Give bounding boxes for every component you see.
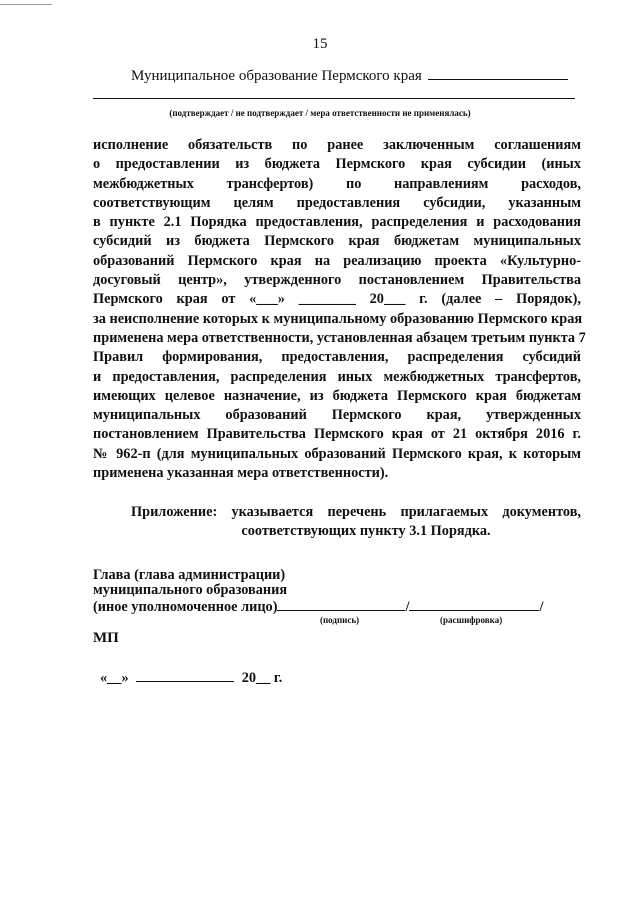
body-line: Пермского края от «___» ________ 20___ г. (далее – Порядок), (93, 291, 581, 308)
body-line: межбюджетных трансфертов) по направлениям расходов, (93, 175, 581, 192)
confirmation-note: (подтверждает / не подтверждает / мера ответственности не применялась) (169, 108, 471, 118)
body-paragraph (93, 136, 586, 483)
signature-slash-2: / (539, 599, 544, 615)
body-line: применена мера ответственности, установленная абзацем третьим пункта 7 (93, 329, 586, 346)
signature-title-line-2: муниципального образования (93, 582, 288, 598)
date-month-blank (136, 669, 234, 682)
signature-block (93, 568, 543, 615)
body-line: № 962-п (для муниципальных образований Пермского края, к которым (93, 445, 581, 462)
attachment-block (131, 503, 581, 541)
page-number: 15 (312, 36, 328, 52)
body-line: и предоставления, распределения иных межбюджетных трансфертов, (93, 368, 581, 385)
body-line: муниципальных образований Пермского края, утвержденных (93, 407, 581, 424)
signature-title-line-1: Глава (глава администрации) (93, 567, 286, 583)
signature-slash-1: / (405, 599, 410, 615)
attachment-line-1: Приложение: указывается перечень прилагаемых документов, (131, 504, 581, 520)
body-line: досуговый центр», утвержденного постановлением Правительства (93, 272, 581, 289)
municipality-blank (428, 65, 568, 80)
body-line: субсидий из бюджета Пермского края бюджетам муниципальных (93, 233, 581, 250)
signature-title-line-3 (93, 598, 543, 615)
body-line: имеющих целевое назначение, из бюджета Пермского края бюджетам (93, 387, 581, 404)
body-line: постановлением Правительства Пермского края от 21 октября 2016 г. (93, 426, 581, 443)
body-line: применена указанная мера ответственности). (93, 465, 389, 482)
date-year: 20__ г. (241, 670, 283, 686)
body-line: исполнение обязательств по ранее заключенным соглашениям (93, 137, 581, 153)
date-day: «__» (100, 670, 129, 686)
decoding-blank (409, 598, 539, 611)
body-line: Правил формирования, предоставления, распределения субсидий (93, 349, 581, 366)
body-line: о предоставлении из бюджета Пермского края субсидии (иных (93, 156, 581, 173)
municipality-line (131, 65, 568, 85)
top-edge-line (0, 4, 52, 5)
stamp-label: МП (93, 630, 119, 646)
municipality-underline (93, 98, 575, 99)
body-line: соответствующим целям предоставления субсидии, указанным (93, 194, 581, 211)
body-line: образований Пермского края на реализацию проекта «Культурно- (93, 252, 581, 269)
signature-title-text: (иное уполномоченное лицо) (93, 599, 278, 615)
attachment-line-2: соответствующих пункту 3.1 Порядка. (241, 523, 491, 539)
signature-blank (277, 598, 405, 611)
body-line: за неисполнение которых к муниципальному образованию Пермского края (93, 310, 583, 327)
decoding-caption: (расшифровка) (440, 615, 503, 625)
body-line: в пункте 2.1 Порядка предоставления, распределения и расходования (93, 214, 581, 231)
municipality-label: Муниципальное образование Пермского края (131, 68, 422, 84)
date-line (100, 669, 282, 687)
signature-caption: (подпись) (320, 615, 360, 625)
